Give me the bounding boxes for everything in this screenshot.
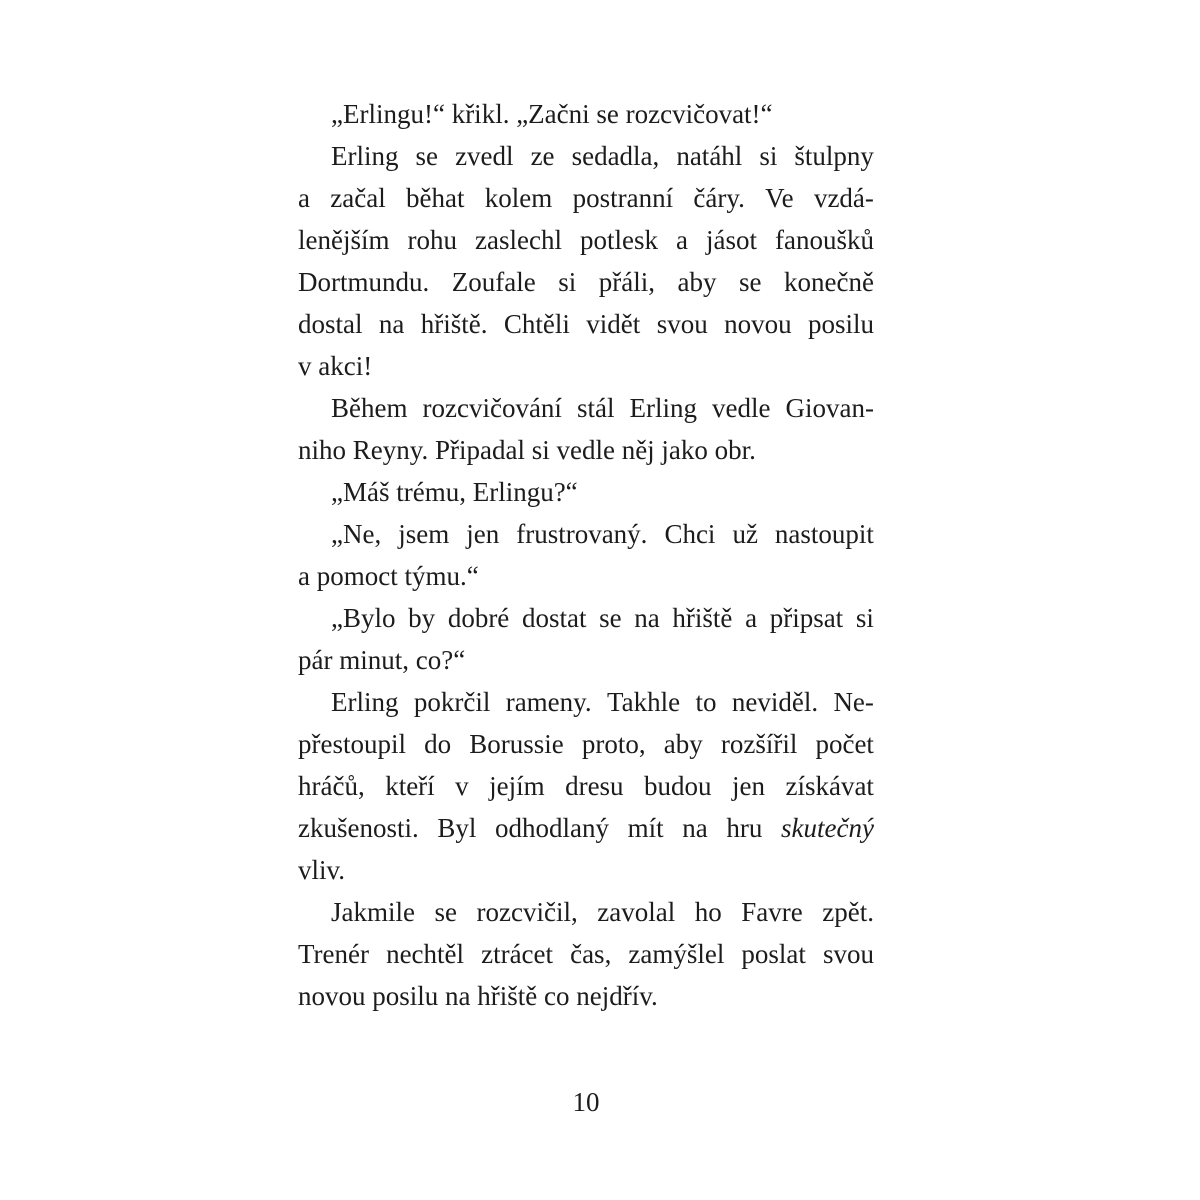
word: Takhle: [607, 687, 681, 717]
word: Ve: [765, 183, 794, 213]
text-segment: pár minut, co?“: [298, 645, 466, 675]
word: hru: [726, 813, 763, 843]
text-line: [331, 597, 874, 639]
word: to: [695, 687, 717, 717]
text-line: [298, 849, 874, 891]
word: Giovan-: [785, 393, 874, 423]
word: kteří: [385, 771, 435, 801]
word: nastoupit: [774, 519, 874, 549]
word: „Bylo: [331, 603, 396, 633]
word: Chci: [664, 519, 716, 549]
word: sedadla,: [571, 141, 660, 171]
word: rozcvičování: [422, 393, 562, 423]
text-line: [298, 219, 874, 261]
word: běhat: [406, 183, 465, 213]
word: si: [855, 603, 874, 633]
word: do: [424, 729, 452, 759]
text-line: [298, 765, 874, 807]
text-line: [298, 261, 874, 303]
text-segment: v akci!: [298, 351, 373, 381]
word: jásot: [706, 225, 757, 255]
word: Ne-: [833, 687, 874, 717]
text-line: [298, 975, 874, 1017]
text-line: [331, 135, 874, 177]
word: novou: [724, 309, 792, 339]
text-segment: niho Reyny. Připadal si vedle něj jako obr.: [298, 435, 756, 465]
word: posilu: [807, 309, 874, 339]
text-line: [331, 387, 874, 429]
word: potlesk: [579, 225, 658, 255]
word: zpět.: [822, 897, 874, 927]
word: se: [599, 603, 622, 633]
text-segment: „Erlingu!“ křikl. „Začni se rozcvičovat!“: [331, 99, 773, 129]
page-number: 10: [572, 1087, 600, 1117]
word: konečně: [784, 267, 874, 297]
word: zkušenosti.: [298, 813, 419, 843]
word: přáli,: [598, 267, 655, 297]
word: stál: [576, 393, 615, 423]
word: pokrčil: [413, 687, 491, 717]
text-segment: vliv.: [298, 855, 345, 885]
word: Dortmundu.: [298, 267, 430, 297]
text-line: [298, 807, 874, 849]
word: dresu: [565, 771, 624, 801]
word: Zoufale: [451, 267, 536, 297]
word: dostal: [298, 309, 363, 339]
word: svou: [822, 939, 874, 969]
word: dobré: [447, 603, 510, 633]
word: Borussie: [469, 729, 564, 759]
word: hráčů,: [298, 771, 365, 801]
word: frustrovaný.: [516, 519, 648, 549]
text-segment: „Máš trému, Erlingu?“: [331, 477, 578, 507]
word: Během: [331, 393, 408, 423]
word: se: [434, 897, 457, 927]
word: rozcvičil,: [476, 897, 578, 927]
word: jen: [466, 519, 500, 549]
word: získávat: [785, 771, 874, 801]
word: si: [759, 141, 778, 171]
word: ztrácet: [481, 939, 554, 969]
word: štulpny: [794, 141, 874, 171]
word: Erling: [331, 141, 399, 171]
text-line: [298, 93, 874, 135]
text-line: [331, 513, 874, 555]
word: odhodlaný: [495, 813, 610, 843]
word: si: [558, 267, 577, 297]
word: Favre: [741, 897, 803, 927]
word: Jakmile: [331, 897, 415, 927]
word: zaslechl: [475, 225, 562, 255]
text-line: [331, 681, 874, 723]
text-line: [298, 723, 874, 765]
word: zvedl: [455, 141, 514, 171]
word: aby: [677, 267, 717, 297]
text-segment: a pomoct týmu.“: [298, 561, 479, 591]
word: v: [455, 771, 469, 801]
text-line: [298, 345, 874, 387]
word: vzdá-: [813, 183, 874, 213]
text-segment: novou posilu na hřiště co nejdřív.: [298, 981, 658, 1011]
word: proto,: [581, 729, 646, 759]
word: skutečný: [781, 813, 874, 843]
word: na: [378, 309, 405, 339]
word: kolem: [484, 183, 553, 213]
word: už: [732, 519, 758, 549]
word: Erling: [629, 393, 697, 423]
text-block: [298, 93, 874, 1017]
word: přestoupil: [298, 729, 406, 759]
word: vedle: [711, 393, 771, 423]
word: se: [415, 141, 439, 171]
word: fanoušků: [775, 225, 874, 255]
word: začal: [330, 183, 386, 213]
word: Erling: [331, 687, 399, 717]
word: a: [298, 183, 310, 213]
word: ho: [694, 897, 722, 927]
word: poslat: [741, 939, 806, 969]
word: aby: [663, 729, 703, 759]
word: zavolal: [597, 897, 676, 927]
word: lenějším: [298, 225, 390, 255]
word: vidět: [586, 309, 641, 339]
text-line: [298, 555, 874, 597]
text-line: [298, 303, 874, 345]
word: nechtěl: [386, 939, 465, 969]
word: čas,: [570, 939, 612, 969]
word: hřiště: [672, 603, 733, 633]
word: mít: [627, 813, 664, 843]
word: čáry.: [693, 183, 745, 213]
word: Chtěli: [503, 309, 570, 339]
word: ze: [530, 141, 555, 171]
text-line: [298, 471, 874, 513]
word: hřiště.: [420, 309, 488, 339]
word: by: [408, 603, 436, 633]
word: „Ne,: [331, 519, 382, 549]
word: a: [745, 603, 758, 633]
word: se: [739, 267, 762, 297]
word: na: [682, 813, 708, 843]
text-line: [331, 891, 874, 933]
word: počet: [815, 729, 874, 759]
word: neviděl.: [731, 687, 819, 717]
word: jejím: [489, 771, 545, 801]
word: jsem: [398, 519, 450, 549]
word: dostat: [521, 603, 587, 633]
word: na: [634, 603, 660, 633]
word: rohu: [407, 225, 457, 255]
text-line: [298, 639, 874, 681]
text-line: [298, 177, 874, 219]
text-line: [298, 429, 874, 471]
word: postranní: [572, 183, 674, 213]
text-line: [298, 933, 874, 975]
word: natáhl: [676, 141, 743, 171]
word: rameny.: [505, 687, 592, 717]
word: připsat: [769, 603, 844, 633]
word: zamýšlel: [628, 939, 725, 969]
word: rozšířil: [720, 729, 798, 759]
word: jen: [732, 771, 765, 801]
word: budou: [644, 771, 712, 801]
word: svou: [656, 309, 708, 339]
word: Byl: [437, 813, 477, 843]
word: a: [676, 225, 688, 255]
word: Trenér: [298, 939, 369, 969]
